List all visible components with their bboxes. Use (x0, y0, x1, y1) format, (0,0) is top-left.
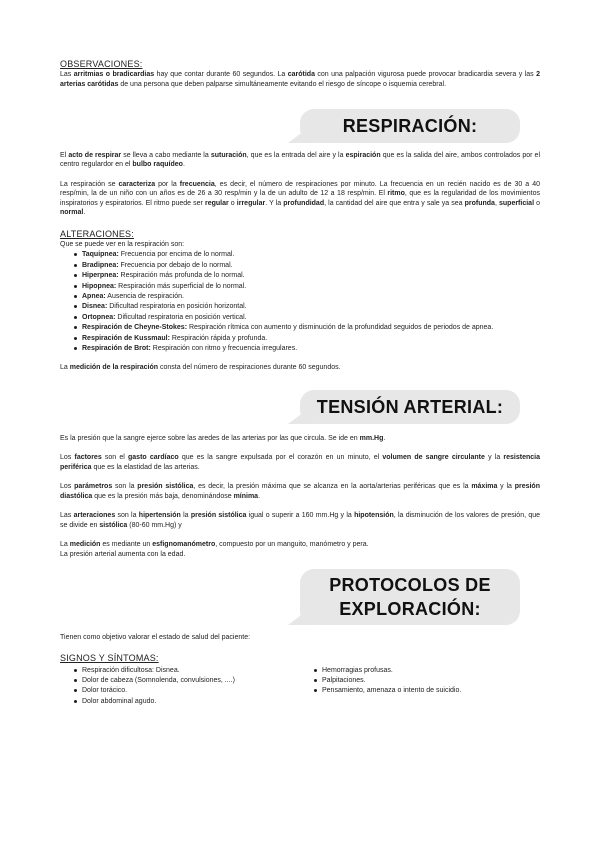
signos-list-left (60, 665, 300, 708)
list-item: Respiración de Cheyne-Stokes: Respiración rítmica con aumento y disminución de la profundidad seguidos de periodos de apnea. (74, 323, 540, 332)
tension-edad: La presión arterial aumenta con la edad. (60, 550, 186, 558)
tension-banner (60, 390, 540, 424)
list-item: Respiración de Kussmaul: Respiración rápida y profunda. (74, 334, 540, 343)
alteraciones-intro: Que se puede ver en la respiración son: (60, 240, 185, 248)
protocolos-heading (300, 569, 520, 625)
tension-heading: TENSIÓN ARTERIAL: (300, 390, 520, 424)
tension-parametros: Los parámetros son la presión sistólica, es decir, la presión máxima que se alcanza en la aorta/arterias periféricas que es la máxima y la presión diastólica que es la presión más baja, denominándose mínima. (60, 483, 540, 500)
protocolos-intro: Tienen como objetivo valorar el estado de salud del paciente: (60, 633, 251, 641)
list-item: Taquipnea: Frecuencia por encima de lo normal. (74, 250, 540, 259)
tension-definicion: Es la presión que la sangre ejerce sobre las aredes de las arterias por las que circula. Se ide en mm.Hg. (60, 435, 386, 443)
list-item: Hipopnea: Respiración más superficial de lo normal. (74, 282, 540, 291)
protocolos-heading-line2: EXPLORACIÓN: (339, 598, 481, 619)
alteraciones-list (60, 250, 540, 353)
observaciones-text: Las arritmias o bradicardias hay que contar durante 60 segundos. La carótida con una palpación vigurosa puede provocar bradicardia severa y las 2 arterias carótidas de una persona que deben palparse simultáneamente evitando el riesgo de síncope o isquemia cerebral. (60, 71, 540, 88)
signos-columns (60, 665, 540, 708)
list-item: Disnea: Dificultad respiratoria en posición horizontal. (74, 302, 540, 311)
list-item: Dolor abdominal agudo. (74, 697, 300, 706)
document-page (60, 58, 540, 707)
protocolos-banner (60, 569, 540, 625)
list-item: Respiración dificultosa: Disnea. (74, 666, 300, 675)
tension-factores: Los factores son el gasto cardíaco que es la sangre expulsada por el corazón en un minuto, el volumen de sangre circulante y la resistencia periférica que es la elastidad de las arterias. (60, 454, 540, 471)
tension-medicion: La medición es mediante un esfignomanómetro, compuesto por un manguito, manómetro y pera. (60, 541, 369, 549)
list-item: Dolor de cabeza (Somnolenda, convulsiones, ....) (74, 676, 300, 685)
observaciones-title: OBSERVACIONES: (60, 59, 143, 69)
alteraciones-title: ALTERACIONES: (60, 228, 134, 239)
protocolos-heading-line1: PROTOCOLOS DE (329, 574, 491, 595)
respiracion-heading: RESPIRACIÓN: (300, 109, 520, 143)
list-item: Dolor torácico. (74, 686, 300, 695)
list-item: Ortopnea: Dificultad respiratoria en posición vertical. (74, 313, 540, 322)
list-item: Hiperpnea: Respiración más profunda de lo normal. (74, 271, 540, 280)
list-item: Hemorragias profusas. (314, 666, 540, 675)
list-item: Palpitaciones. (314, 676, 540, 685)
list-item: Apnea: Ausencia de respiración. (74, 292, 540, 301)
signos-list-right (300, 665, 540, 708)
respiracion-caracteristicas: La respiración se caracteriza por la frecuencia, es decir, el número de respiraciones por minuto. La frecuencia en un recién nacido es de 30 a 40 resp/min, la de un niño con un años es de 26 a 30 resp/min y la de un adulto de 12 a 18 resp/min. El ritmo, que es la regularidad de los movimientos inspiratorios y espiratorios. El ritmo puede ser regular o irregular. Y la profundidad, la cantidad del aire que entra y sale ya sea profunda, superficial o normal. (60, 180, 540, 217)
tension-alteraciones: Las arteraciones son la hipertensión la presión sistólica igual o superir a 160 mm.Hg y la hipotensión, la disminución de los valores de presión, que se divide en sistólica (80-60 mm.Hg) y (60, 512, 540, 529)
list-item: Respiración de Brot: Respiración con ritmo y frecuencia irregulares. (74, 344, 540, 353)
list-item: Pensamiento, amenaza o intento de suicidio. (314, 686, 540, 695)
respiracion-banner (60, 109, 540, 143)
signos-title: SIGNOS Y SÍNTOMAS: (60, 653, 159, 664)
medicion-respiracion: La medición de la respiración consta del número de respiraciones durante 60 segundos. (60, 363, 341, 371)
respiracion-intro: El acto de respirar se lleva a cabo mediante la suturación, que es la entrada del aire y la espiración que es la salida del aire, ambos controlados por el centro regulardor en el bulbo raquídeo. (60, 152, 541, 169)
observaciones-section (60, 58, 540, 89)
list-item: Bradipnea: Frecuencia por debajo de lo normal. (74, 261, 540, 270)
